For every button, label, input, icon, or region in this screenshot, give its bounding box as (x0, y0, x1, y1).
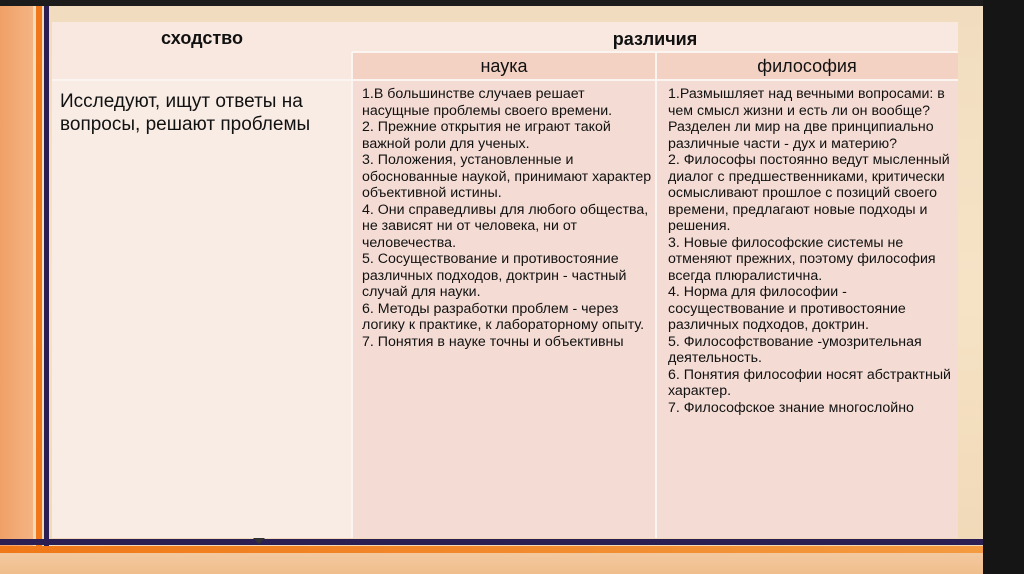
horizontal-orange-line (0, 546, 983, 553)
horizontal-navy-line (0, 539, 983, 545)
science-item: 2. Прежние открытия не играют такой важной роли для ученых. (362, 119, 611, 152)
science-cell (352, 80, 656, 538)
science-list (362, 86, 652, 350)
vertical-orange-line (36, 6, 42, 574)
philosophy-item: 5. Философствование -умозрительная деятельность. (668, 333, 922, 366)
science-item: 7. Понятия в науке точны и объективны (362, 333, 624, 350)
science-item: 1.В большинстве случаев решает насущные проблемы своего времени. (362, 86, 613, 119)
philosophy-item: 6. Понятия философии носят абстрактный характер. (668, 366, 951, 399)
left-decor-band (0, 6, 33, 574)
top-border (0, 0, 983, 6)
header-differences-cell (352, 22, 958, 52)
column-divider (351, 52, 353, 538)
similarity-cell (52, 80, 352, 538)
science-item: 4. Они справедливы для любого общества, не зависят ни от человека, ни от человечества. (362, 201, 649, 251)
pointer-marker-icon (253, 538, 265, 544)
header-philosophy: философия (757, 56, 857, 76)
philosophy-list (668, 86, 958, 416)
vertical-navy-line (44, 6, 49, 574)
science-item: 5. Сосуществование и противостояние различных подходов, доктрин - частный случай для науки. (362, 251, 627, 300)
philosophy-item: 2. Философы постоянно ведут мысленный диалог с предшественниками, критически осмысливают прошлое с позиций своего времени, предлагают новые подходы и решения. (668, 152, 950, 234)
column-divider (655, 52, 657, 538)
header-similarity: сходство (161, 28, 243, 48)
header-differences: различия (612, 29, 698, 49)
philosophy-item: 7. Философское знание многослойно (668, 399, 914, 416)
header-science-cell (352, 52, 656, 80)
header-philosophy-cell (656, 52, 958, 80)
row-divider (352, 51, 958, 53)
philosophy-cell (656, 80, 958, 538)
comparison-table (52, 22, 958, 538)
philosophy-item: 3. Новые философские системы не отменяют прежних, поэтому философия всегда плюралистична. (668, 234, 936, 284)
header-similarity-cell (52, 22, 352, 80)
bottom-decor-band (0, 553, 983, 574)
similarity-text: Исследуют, ищут ответы на вопросы, решают проблемы (60, 91, 311, 135)
row-divider (52, 79, 958, 81)
science-item: 3. Положения, установленные и обоснованные наукой, принимают характер объективной истины. (362, 152, 652, 201)
philosophy-item: 1.Размышляет над вечными вопросами: в чем смысл жизни и есть ли он вообще? Разделен ли мир на две принципиально различные части - дух и материю? (668, 86, 945, 152)
philosophy-item: 4. Норма для философии - сосуществование и противостояние различных подходов, доктрин. (668, 284, 906, 333)
header-science: наука (480, 56, 528, 76)
right-margin (983, 0, 1024, 574)
science-item: 6. Методы разработки проблем - через логику к практике, к лабораторному опыту. (362, 300, 645, 333)
